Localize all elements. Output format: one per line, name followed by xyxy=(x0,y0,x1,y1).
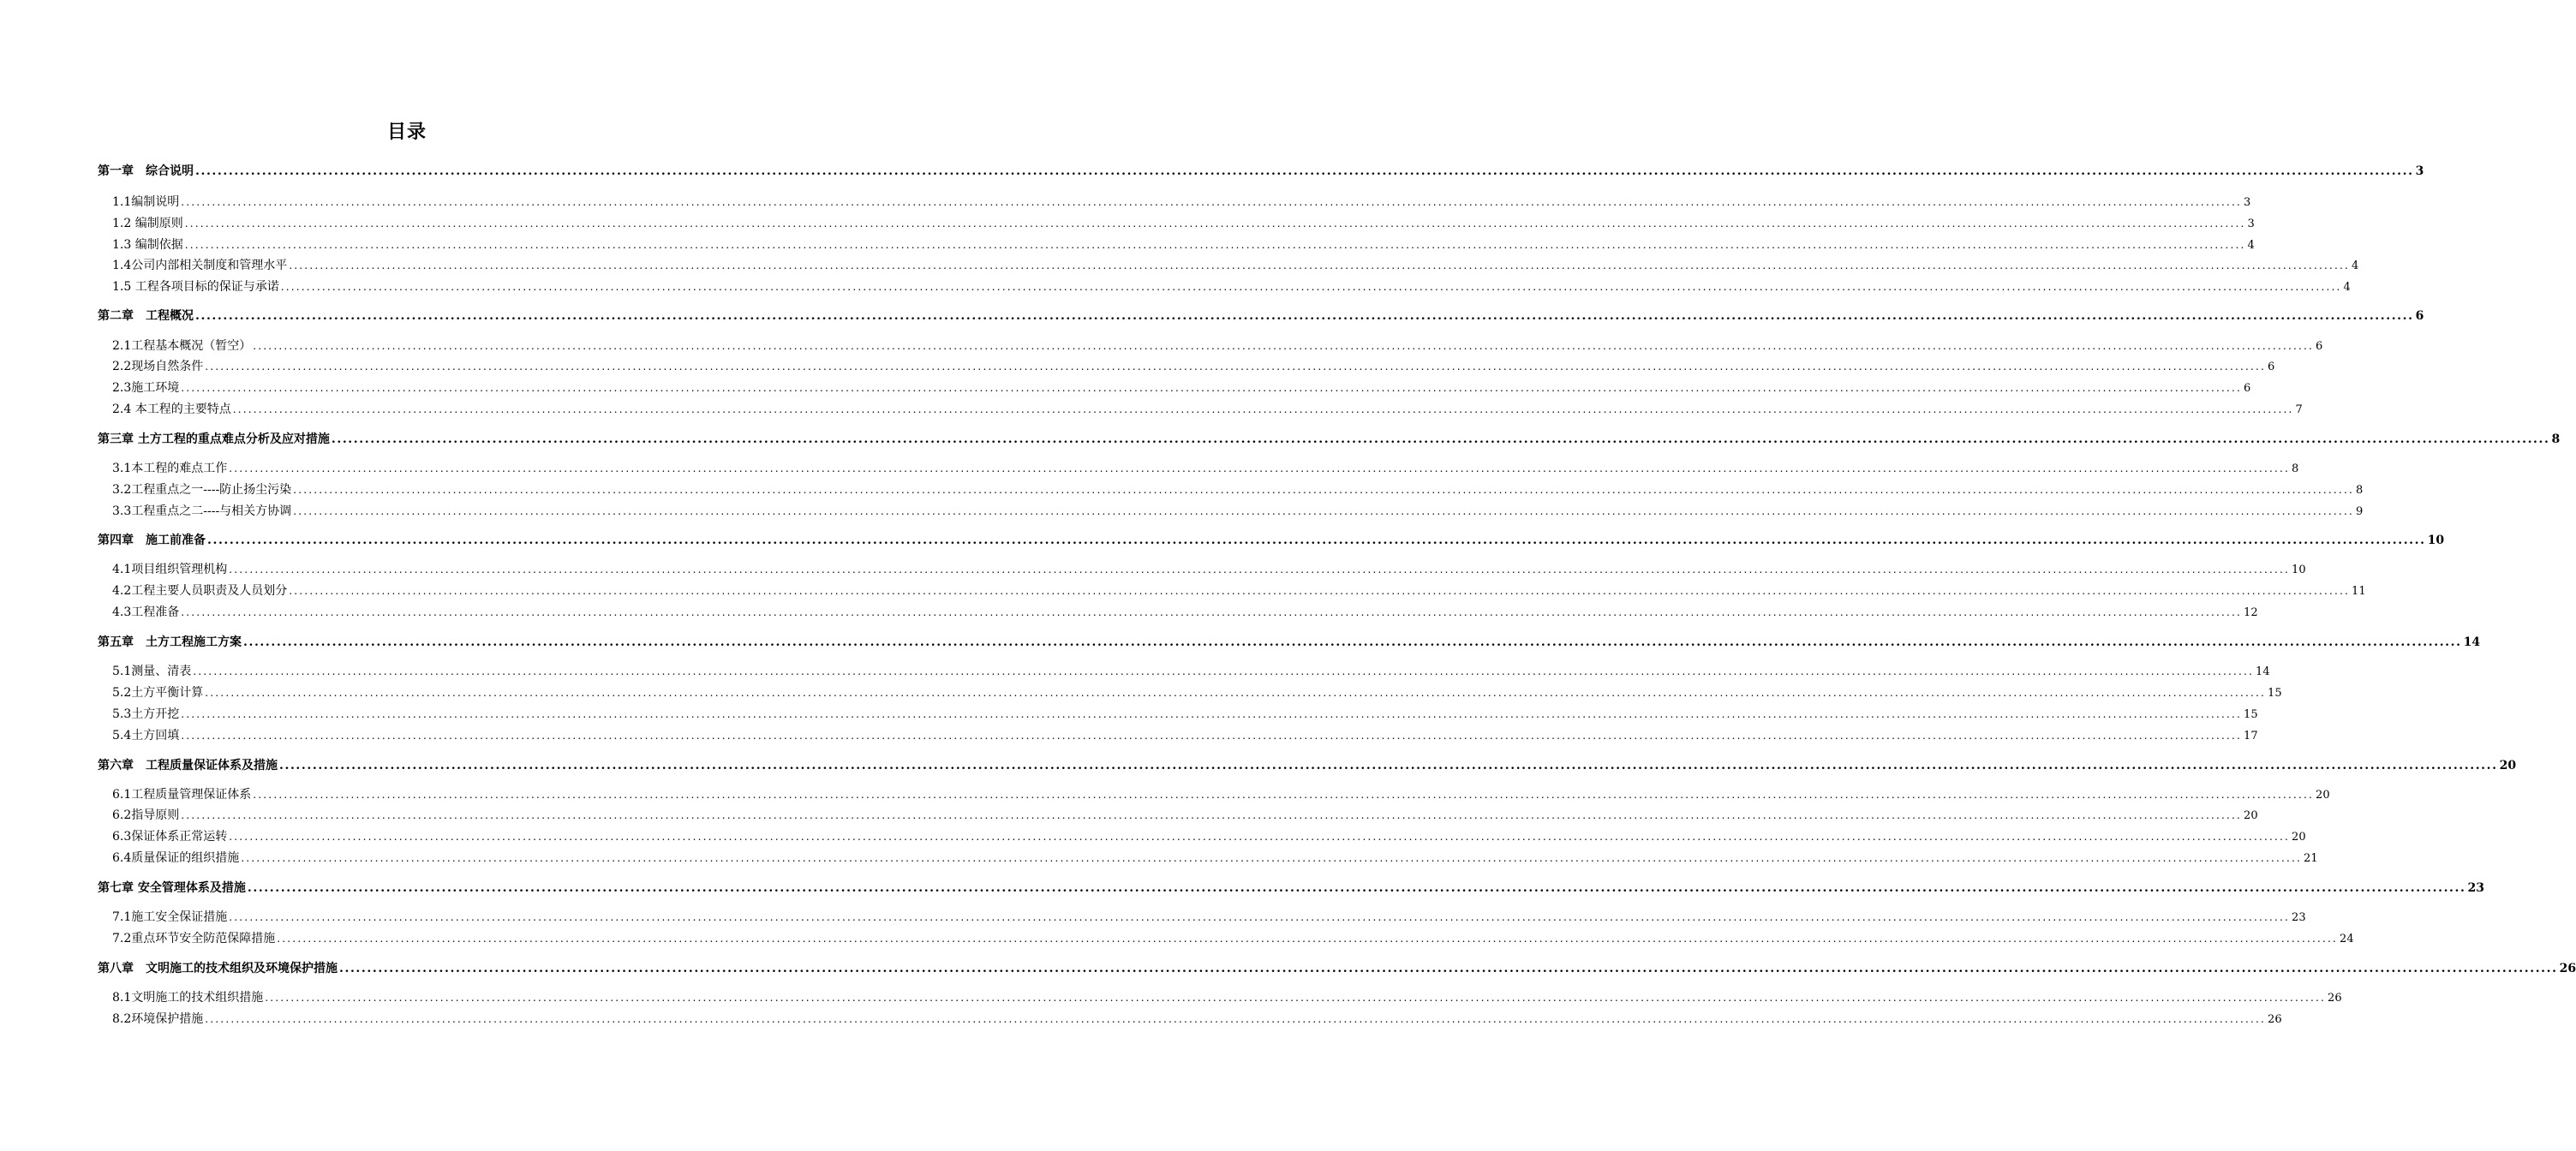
toc-page-number: 26 xyxy=(2328,992,2342,1005)
toc-section-entry[interactable] xyxy=(112,909,2306,926)
toc-entry-label: 7.1施工安全保证措施 xyxy=(112,910,228,924)
toc-page-number: 23 xyxy=(2292,911,2306,924)
dot-leader: ................................................................................................................................................................................................................................................................................................................................................................................................................ xyxy=(184,218,2246,230)
toc-page-number: 10 xyxy=(2292,564,2306,576)
dot-leader: ................................................................................................................................................................................................................................................................................................................................................................................................................ xyxy=(247,881,2466,895)
toc-entry-label: 5.3土方开挖 xyxy=(112,707,180,721)
toc-section-entry[interactable] xyxy=(112,706,2258,723)
toc-section-entry[interactable] xyxy=(112,561,2306,578)
toc-section-entry[interactable] xyxy=(112,604,2258,621)
toc-entry-label: 3.2工程重点之一----防止扬尘污染 xyxy=(112,483,292,497)
dot-leader: ................................................................................................................................................................................................................................................................................................................................................................................................................ xyxy=(243,635,2462,649)
toc-entry-label: 3.3工程重点之二----与相关方协调 xyxy=(112,504,292,518)
toc-entry-label: 2.1工程基本概况（暂空） xyxy=(112,339,252,353)
dot-leader: ................................................................................................................................................................................................................................................................................................................................................................................................................ xyxy=(205,361,2267,373)
toc-chapter-entry[interactable] xyxy=(98,163,2424,180)
toc-entry-label: 5.2土方平衡计算 xyxy=(112,686,204,700)
toc-section-entry[interactable] xyxy=(112,684,2282,701)
dot-leader: ................................................................................................................................................................................................................................................................................................................................................................................................................ xyxy=(289,259,2351,271)
toc-section-entry[interactable] xyxy=(112,460,2299,477)
toc-chapter-entry[interactable] xyxy=(98,431,2561,448)
toc-entry-label: 第一章 综合说明 xyxy=(98,164,194,178)
toc-entry-label: 1.5 工程各项目标的保证与承诺 xyxy=(112,280,279,294)
toc-entry-label: 第六章 工程质量保证体系及措施 xyxy=(98,759,278,772)
toc-entry-label: 2.2现场自然条件 xyxy=(112,360,204,373)
toc-chapter-entry[interactable] xyxy=(98,634,2481,651)
dot-leader: ................................................................................................................................................................................................................................................................................................................................................................................................................ xyxy=(280,281,2342,293)
toc-page-number: 15 xyxy=(2244,708,2258,721)
toc-page-number: 9 xyxy=(2355,505,2364,518)
dot-leader: ................................................................................................................................................................................................................................................................................................................................................................................................................ xyxy=(277,933,2339,945)
toc-entry-label: 第二章 工程概况 xyxy=(98,309,194,323)
dot-leader: ................................................................................................................................................................................................................................................................................................................................................................................................................ xyxy=(293,505,2354,517)
toc-page-number: 3 xyxy=(2244,196,2251,209)
toc-section-entry[interactable] xyxy=(112,807,2258,824)
dot-leader: ................................................................................................................................................................................................................................................................................................................................................................................................................ xyxy=(181,382,2243,394)
toc-section-entry[interactable] xyxy=(112,828,2306,845)
toc-chapter-entry[interactable] xyxy=(98,757,2517,774)
toc-section-entry[interactable] xyxy=(112,379,2251,397)
dot-leader: ................................................................................................................................................................................................................................................................................................................................................................................................................ xyxy=(339,962,2558,975)
toc-chapter-entry[interactable] xyxy=(98,307,2424,325)
toc-section-entry[interactable] xyxy=(112,582,2366,599)
toc-chapter-entry[interactable] xyxy=(98,960,2576,977)
dot-leader: ................................................................................................................................................................................................................................................................................................................................................................................................................ xyxy=(229,831,2291,843)
toc-entry-label: 4.2工程主要人员职责及人员划分 xyxy=(112,584,288,598)
toc-section-entry[interactable] xyxy=(112,401,2303,418)
toc-page-number: 8 xyxy=(2355,484,2364,497)
dot-leader: ................................................................................................................................................................................................................................................................................................................................................................................................................ xyxy=(181,730,2243,742)
toc-page-number: 14 xyxy=(2463,635,2481,649)
toc-page-number: 20 xyxy=(2499,759,2517,772)
dot-leader: ................................................................................................................................................................................................................................................................................................................................................................................................................ xyxy=(293,484,2354,496)
toc-section-entry[interactable] xyxy=(112,786,2330,803)
toc-section-entry[interactable] xyxy=(112,215,2255,232)
dot-leader: ................................................................................................................................................................................................................................................................................................................................................................................................................ xyxy=(205,687,2267,699)
dot-leader: ................................................................................................................................................................................................................................................................................................................................................................................................................ xyxy=(229,462,2291,474)
toc-page-number: 8 xyxy=(2551,432,2561,446)
page-title: 目录 xyxy=(386,121,427,143)
toc-entry-label: 5.1测量、清表 xyxy=(112,665,192,678)
toc-page-number: 6 xyxy=(2316,340,2323,353)
dot-leader: ................................................................................................................................................................................................................................................................................................................................................................................................................ xyxy=(195,164,2414,178)
toc-entry-label: 1.3 编制依据 xyxy=(112,238,183,252)
toc-section-entry[interactable] xyxy=(112,257,2359,274)
toc-section-entry[interactable] xyxy=(112,194,2251,211)
toc-entry-label: 6.2指导原则 xyxy=(112,808,180,822)
toc-page-number: 26 xyxy=(2559,962,2576,975)
dot-leader: ................................................................................................................................................................................................................................................................................................................................................................................................................ xyxy=(232,403,2294,415)
toc-entry-label: 4.3工程准备 xyxy=(112,605,180,619)
dot-leader: ................................................................................................................................................................................................................................................................................................................................................................................................................ xyxy=(181,809,2243,821)
toc-section-entry[interactable] xyxy=(112,278,2351,295)
toc-chapter-entry[interactable] xyxy=(98,880,2484,897)
toc-entry-label: 7.2重点环节安全防范保障措施 xyxy=(112,932,276,945)
dot-leader: ................................................................................................................................................................................................................................................................................................................................................................................................................ xyxy=(229,911,2291,923)
toc-page-number: 3 xyxy=(2415,164,2424,178)
dot-leader: ................................................................................................................................................................................................................................................................................................................................................................................................................ xyxy=(181,196,2243,208)
dot-leader: ................................................................................................................................................................................................................................................................................................................................................................................................................ xyxy=(205,1013,2267,1025)
toc-entry-label: 第七章 安全管理体系及措施 xyxy=(98,881,246,895)
toc-entry-label: 6.3保证体系正常运转 xyxy=(112,830,228,844)
toc-page-number: 12 xyxy=(2244,606,2258,619)
dot-leader: ................................................................................................................................................................................................................................................................................................................................................................................................................ xyxy=(331,432,2550,446)
toc-entry-label: 6.4质量保证的组织措施 xyxy=(112,851,240,865)
toc-page-number: 17 xyxy=(2244,730,2258,742)
toc-section-entry[interactable] xyxy=(112,727,2258,744)
toc-chapter-entry[interactable] xyxy=(98,532,2445,549)
toc-entry-label: 第三章 土方工程的重点难点分析及应对措施 xyxy=(98,432,330,446)
toc-page-number: 6 xyxy=(2244,382,2251,395)
toc-entry-label: 4.1项目组织管理机构 xyxy=(112,563,228,576)
dot-leader: ................................................................................................................................................................................................................................................................................................................................................................................................................ xyxy=(195,309,2414,323)
toc-section-entry[interactable] xyxy=(112,850,2318,867)
toc-entry-label: 2.3施工环境 xyxy=(112,381,180,395)
toc-entry-label: 1.1编制说明 xyxy=(112,195,180,209)
toc-page-number: 20 xyxy=(2316,789,2330,802)
toc-page-number: 4 xyxy=(2247,239,2255,252)
dot-leader: ................................................................................................................................................................................................................................................................................................................................................................................................................ xyxy=(181,708,2243,720)
toc-entry-label: 1.4公司内部相关制度和管理水平 xyxy=(112,259,288,272)
toc-page-number: 7 xyxy=(2295,403,2303,416)
toc-section-entry[interactable] xyxy=(112,663,2270,680)
toc-page-number: 4 xyxy=(2343,281,2351,294)
toc-page-number: 24 xyxy=(2340,933,2354,945)
toc-page-number: 8 xyxy=(2292,462,2299,475)
toc-section-entry[interactable] xyxy=(112,1011,2282,1028)
toc-page-number: 11 xyxy=(2352,585,2366,598)
toc-section-entry[interactable] xyxy=(112,481,2364,498)
dot-leader: ................................................................................................................................................................................................................................................................................................................................................................................................................ xyxy=(241,852,2303,864)
toc-entry-label: 1.2 编制原则 xyxy=(112,217,183,230)
toc-entry-label: 第五章 土方工程施工方案 xyxy=(98,635,242,649)
toc-section-entry[interactable] xyxy=(112,358,2275,375)
dot-leader: ................................................................................................................................................................................................................................................................................................................................................................................................................ xyxy=(207,534,2426,547)
toc-entry-label: 8.2环境保护措施 xyxy=(112,1012,204,1026)
dot-leader: ................................................................................................................................................................................................................................................................................................................................................................................................................ xyxy=(265,992,2327,1004)
toc-page-number: 6 xyxy=(2415,309,2424,323)
toc-entry-label: 2.4 本工程的主要特点 xyxy=(112,403,231,416)
toc-page-number: 10 xyxy=(2427,534,2445,547)
toc-entry-label: 5.4土方回填 xyxy=(112,729,180,742)
toc-section-entry[interactable] xyxy=(112,236,2255,253)
toc-section-entry[interactable] xyxy=(112,337,2323,355)
dot-leader: ................................................................................................................................................................................................................................................................................................................................................................................................................ xyxy=(253,340,2315,352)
toc-page-number: 20 xyxy=(2292,831,2306,844)
dot-leader: ................................................................................................................................................................................................................................................................................................................................................................................................................ xyxy=(193,665,2255,677)
toc-entry-label: 第八章 文明施工的技术组织及环境保护措施 xyxy=(98,962,338,975)
toc-entry-label: 6.1工程质量管理保证体系 xyxy=(112,788,252,802)
dot-leader: ................................................................................................................................................................................................................................................................................................................................................................................................................ xyxy=(279,759,2498,772)
toc-section-entry[interactable] xyxy=(112,989,2342,1006)
toc-page-number: 6 xyxy=(2268,361,2275,373)
toc-section-entry[interactable] xyxy=(112,503,2364,520)
toc-page-number: 26 xyxy=(2268,1013,2282,1026)
toc-entry-label: 3.1本工程的难点工作 xyxy=(112,462,228,475)
toc-page-number: 20 xyxy=(2244,809,2258,822)
dot-leader: ................................................................................................................................................................................................................................................................................................................................................................................................................ xyxy=(289,585,2351,597)
dot-leader: ................................................................................................................................................................................................................................................................................................................................................................................................................ xyxy=(229,564,2291,576)
toc-page-number: 14 xyxy=(2256,665,2270,678)
toc-page-number: 4 xyxy=(2352,259,2359,272)
toc-page-number: 21 xyxy=(2304,852,2318,865)
toc-entry-label: 8.1文明施工的技术组织措施 xyxy=(112,991,264,1005)
dot-leader: ................................................................................................................................................................................................................................................................................................................................................................................................................ xyxy=(253,789,2315,801)
dot-leader: ................................................................................................................................................................................................................................................................................................................................................................................................................ xyxy=(181,606,2243,618)
toc-entry-label: 第四章 施工前准备 xyxy=(98,534,206,547)
dot-leader: ................................................................................................................................................................................................................................................................................................................................................................................................................ xyxy=(184,239,2246,251)
toc-section-entry[interactable] xyxy=(112,930,2354,947)
toc-page-number: 23 xyxy=(2467,881,2484,895)
toc-page-number: 15 xyxy=(2268,687,2282,700)
toc-page-number: 3 xyxy=(2247,218,2255,230)
